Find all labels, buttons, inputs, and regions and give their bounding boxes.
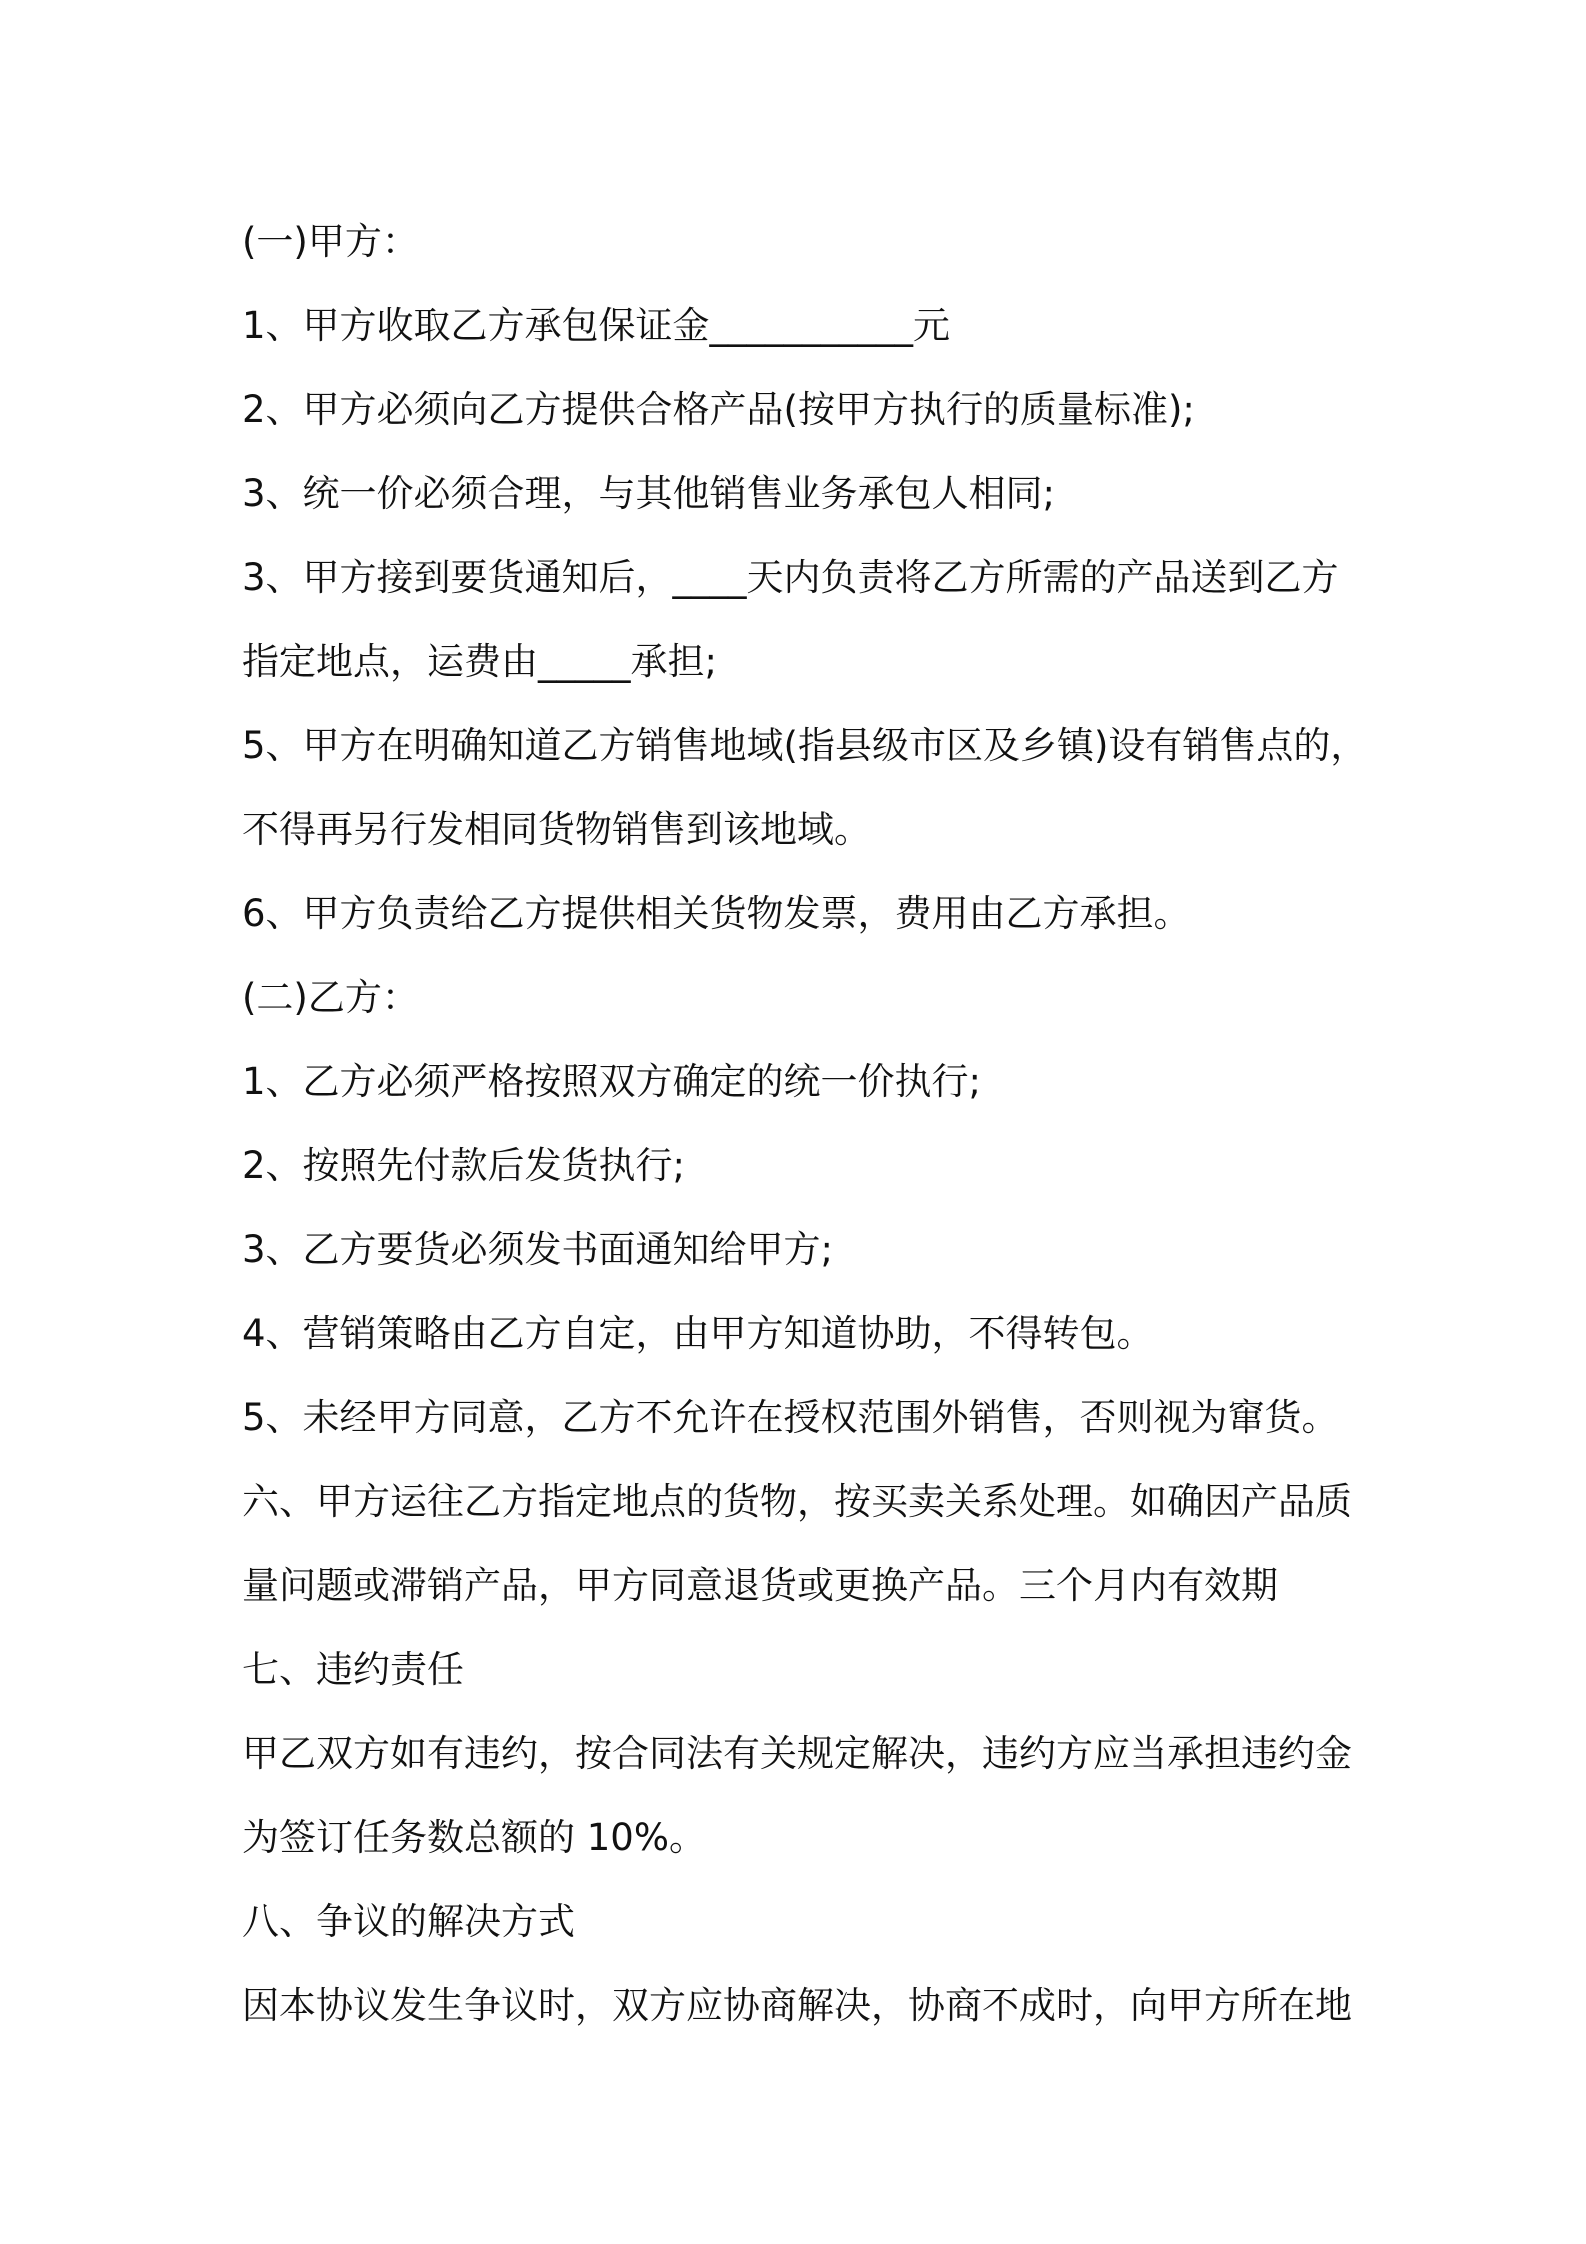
- clause-a-3: 3、统一价必须合理，与其他销售业务承包人相同;: [242, 472, 1056, 515]
- clause-a-5-cont: 不得再另行发相同货物销售到该地域。: [242, 808, 871, 851]
- section-heading-party-a: (一)甲方：: [242, 220, 419, 263]
- liability-text-cont: 为签订任务数总额的 10%。: [242, 1816, 706, 1859]
- section-six-cont: 量问题或滞销产品，甲方同意退货或更换产品。三个月内有效期: [242, 1564, 1278, 1607]
- dispute-text: 因本协议发生争议时，双方应协商解决，协商不成时，向甲方所在地: [242, 1984, 1352, 2027]
- section-heading-dispute: 八、争议的解决方式: [242, 1900, 575, 1943]
- clause-b-4: 4、营销策略由乙方自定，由甲方知道协助，不得转包。: [242, 1312, 1154, 1355]
- clause-b-3: 3、乙方要货必须发书面通知给甲方;: [242, 1228, 834, 1271]
- section-heading-party-b: (二)乙方：: [242, 976, 419, 1019]
- section-heading-liability: 七、违约责任: [242, 1648, 464, 1691]
- liability-text: 甲乙双方如有违约，按合同法有关规定解决，违约方应当承担违约金: [242, 1732, 1352, 1775]
- clause-b-1: 1、乙方必须严格按照双方确定的统一价执行;: [242, 1060, 982, 1103]
- section-six: 六、甲方运往乙方指定地点的货物，按买卖关系处理。如确因产品质: [242, 1480, 1352, 1523]
- clause-a-1: 1、甲方收取乙方承包保证金___________元: [242, 304, 951, 347]
- clause-a-2: 2、甲方必须向乙方提供合格产品(按甲方执行的质量标准);: [242, 388, 1195, 431]
- clause-b-2: 2、按照先付款后发货执行;: [242, 1144, 686, 1187]
- clause-a-5: 5、甲方在明确知道乙方销售地域(指县级市区及乡镇)设有销售点的，: [242, 724, 1368, 767]
- clause-b-5: 5、未经甲方同意，乙方不允许在授权范围外销售，否则视为窜货。: [242, 1396, 1339, 1439]
- clause-a-3b-cont: 指定地点，运费由_____承担;: [242, 640, 717, 683]
- clause-a-3b: 3、甲方接到要货通知后，____天内负责将乙方所需的产品送到乙方: [242, 556, 1339, 599]
- clause-a-6: 6、甲方负责给乙方提供相关货物发票，费用由乙方承担。: [242, 892, 1191, 935]
- document-body: [242, 200, 1368, 2048]
